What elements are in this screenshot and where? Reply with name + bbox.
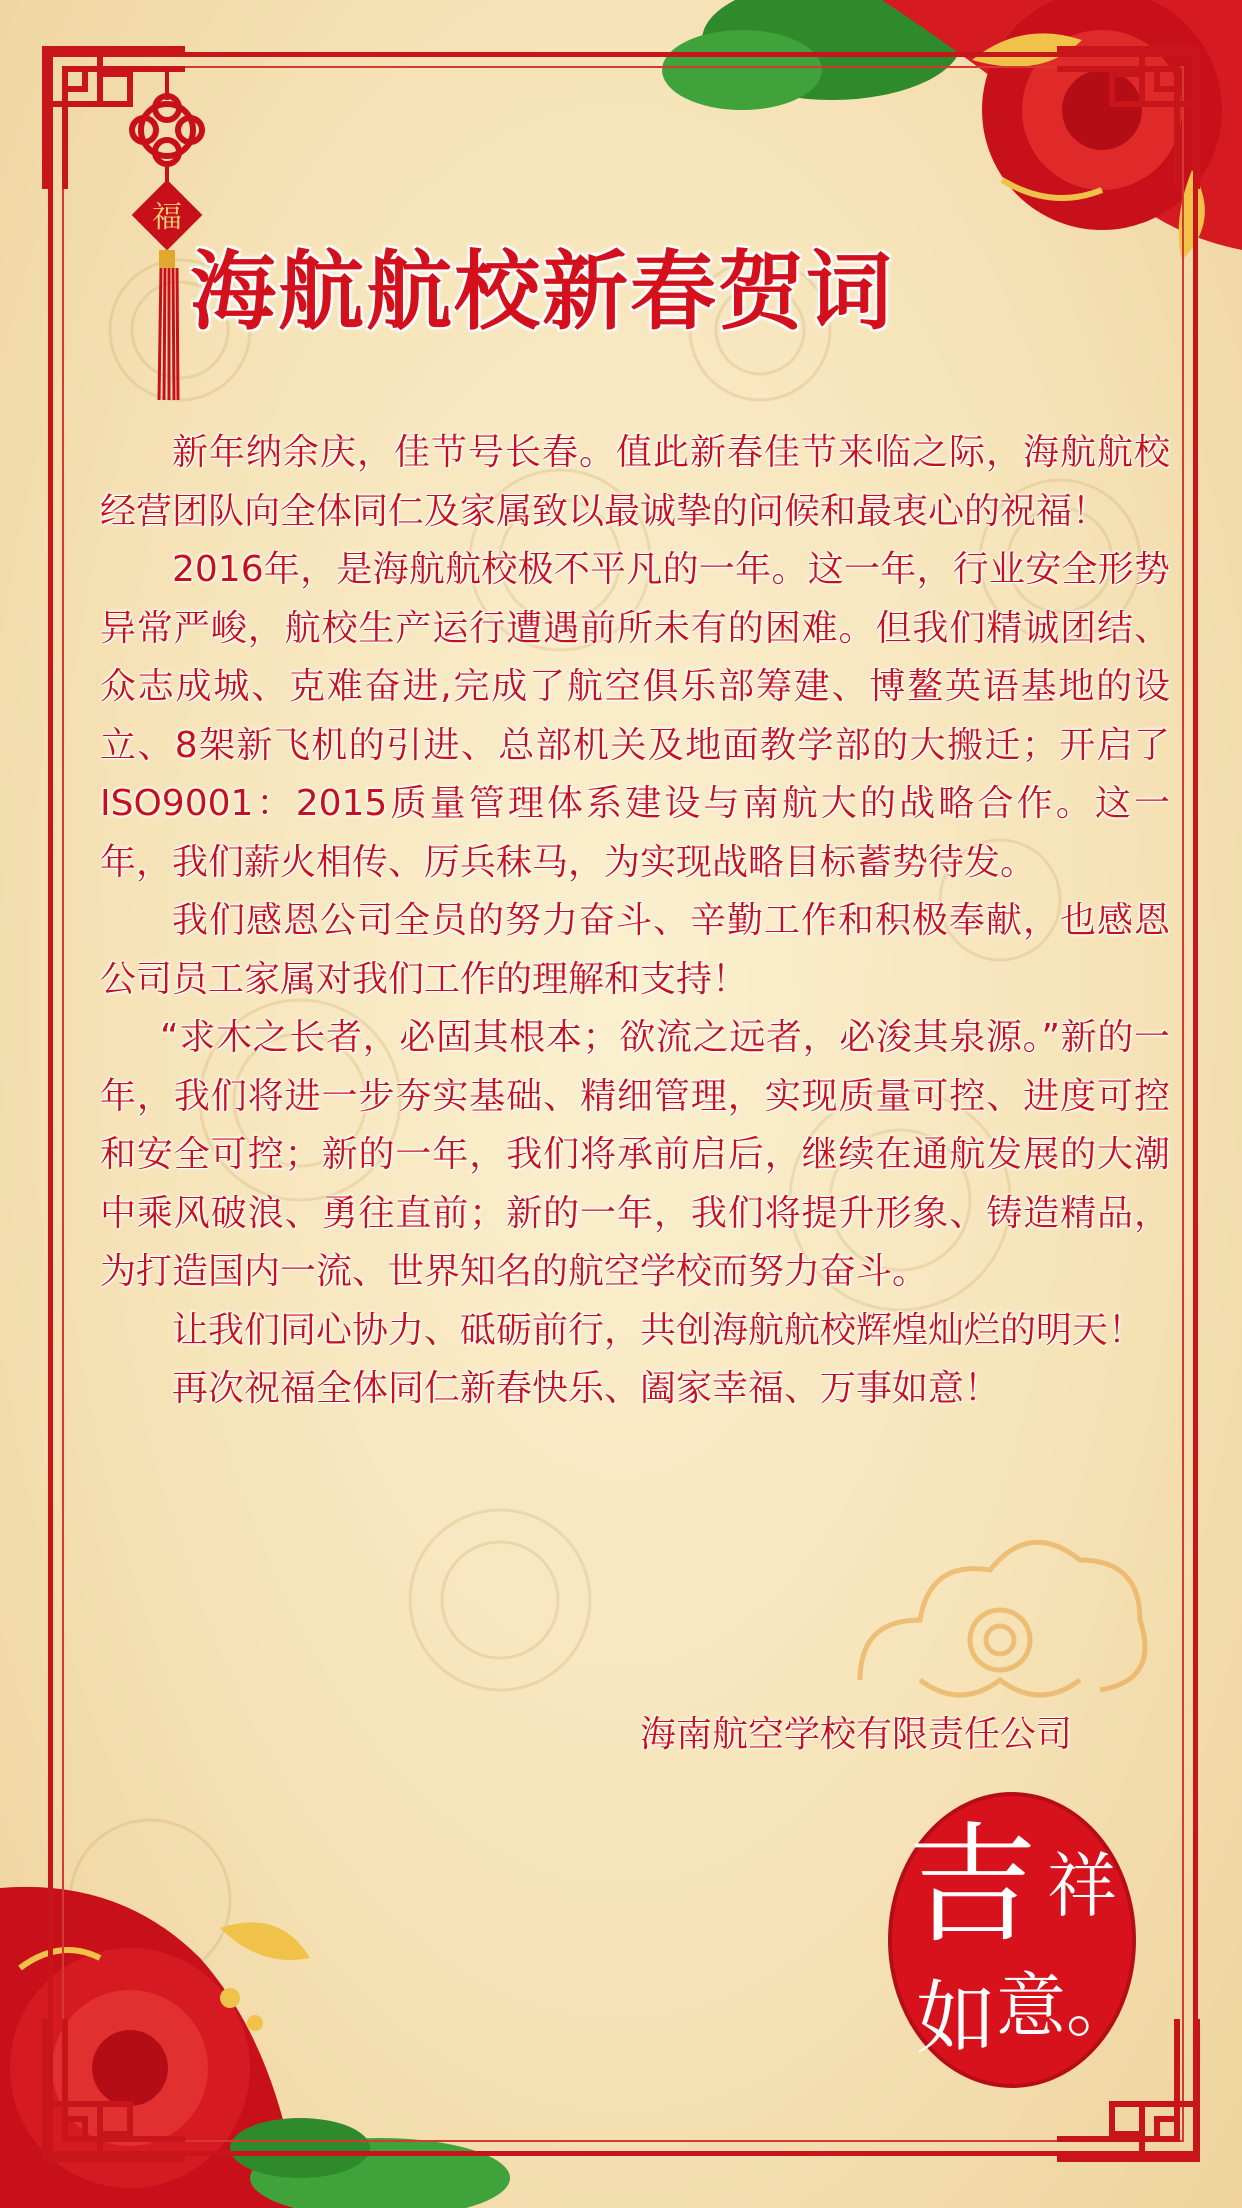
paragraph-greeting: 新年纳余庆，佳节号长春。值此新春佳节来临之际，海航航校经营团队向全体同仁及家属致以最诚挚的问候和最衷心的祝福！ — [100, 432, 1170, 532]
seal-char: 祥 — [1047, 1845, 1117, 1927]
seal-stamp-icon — [886, 1790, 1138, 2090]
seal-char: 如 — [916, 1972, 996, 2065]
paragraph-outlook: “求木之长者，必固其根本；欲流之远者，必浚其泉源。”新的一年，我们将进一步夯实基础、精细管理，实现质量可控、进度可控和安全可控；新的一年，我们将承前启后，继续在通航发展的大潮中乘风破浪、勇往直前；新的一年，我们将提升形象、铸造精品，为打造国内一流、世界知名的航空学校而努力奋斗。 — [100, 1017, 1170, 1292]
fretwork-corner-icon — [1052, 44, 1202, 194]
paragraph-blessing: 再次祝福全体同仁新春快乐、阖家幸福、万事如意！ — [172, 1368, 1001, 1409]
paragraph-call-to-action: 让我们同心协力、砥砺前行，共创海航航校辉煌灿烂的明天！ — [172, 1309, 1145, 1351]
page-title: 海航航校新春贺词 — [190, 242, 894, 342]
paragraph-gratitude: 我们感恩公司全员的努力奋斗、辛勤工作和积极奉献，也感恩公司员工家属对我们工作的理解和支持！ — [100, 900, 1170, 1000]
greeting-body — [100, 424, 1170, 1419]
fretwork-corner-icon — [40, 2014, 190, 2164]
seal-char: 吉 — [906, 1809, 1038, 1961]
signature: 海南航空学校有限责任公司 — [640, 1714, 1073, 1755]
seal-char: 意。 — [996, 1965, 1136, 2047]
paragraph-review-2016: 2016年，是海航航校极不平凡的一年。这一年，行业安全形势异常严峻，航校生产运行遭遇前所未有的困难。但我们精诚团结、众志成城、克难奋进,完成了航空俱乐部筹建、博鳌英语基地的设立、8架新飞机的引进、总部机关及地面教学部的大搬迁；开启了ISO9001：2015质量管理体系建设与南航大的战略合作。这一年，我们薪火相传、厉兵秣马，为实现战略目标蓄势待发。 — [100, 549, 1170, 883]
knot-character: 福 — [152, 200, 182, 235]
